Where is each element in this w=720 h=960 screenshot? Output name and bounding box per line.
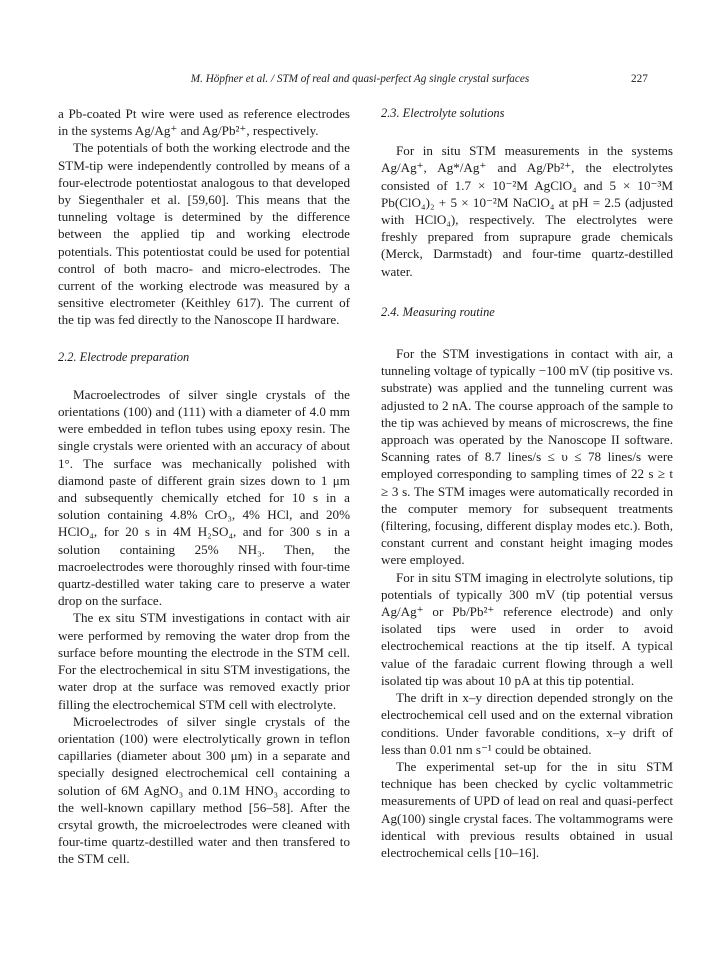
paragraph-ex-situ: The ex situ STM investigations in contact with air were performed by removing the water drop from the surface before mounting the electrode in the STM cell. For the electrochemical in situ STM investigations, the water drop at the surface was removed exactly prior filling the electrochemical STM cell with electrolyte.: [58, 610, 350, 712]
section-heading-electrolyte-solutions: 2.3. Electrolyte solutions: [381, 106, 505, 120]
right-column: [381, 105, 673, 861]
paragraph-drift: The drift in x–y direction depended strongly on the electrochemical cell used and on the external vibration conditions. Under favorable conditions, x–y drift of less than 0.01 nm s⁻¹ could be obtained.: [381, 690, 673, 757]
section-heading-electrode-preparation: 2.2. Electrode preparation: [58, 349, 190, 364]
running-head: [0, 73, 720, 91]
paragraph-air-stm: For the STM investigations in contact with air, a tunneling voltage of typically −100 mV (tip positive vs. substrate) was applied and the tunneling current was adjusted to 2 nA. The course approach of the sample to the tip was achieved by means of microscrews, the fine approach was operated by the Nanoscope II software. Scanning rates of 8.7 lines/s ≤ υ ≤ 78 lines/s were employed corresponding to sampling times of 22 s ≥ t ≥ 3 s. The STM images were automatically recorded in the computer memory for subsequent treatments (filtering, focusing, different display modes etc.). Both, constant current and constant height imaging modes were employed.: [381, 346, 673, 568]
paragraph-microelectrodes: Microelectrodes of silver single crystals of the orientation (100) were electrolytically grown in teflon capillaries (diameter about 300 μm) in a separate and specially designed electrochemical cell containing a solution of 6M AgNO₃ and 0.1M HNO₃ according to the well-known capillary method [56–58]. After the crsytal growth, the microelectrodes were cleaned with four-time quartz-destilled water and then transfered to the STM cell.: [58, 713, 350, 867]
running-head-title: M. Höpfner et al. / STM of real and quasi-perfect Ag single crystal surfaces: [190, 73, 530, 85]
paragraph-electrolytes: For in situ STM measurements in the systems Ag/Ag⁺, Ag*/Ag⁺ and Ag/Pb²⁺, the electrolytes consisted of 1.7 × 10⁻²M AgClO₄ and 5 × 10⁻³M Pb(ClO₄)₂ + 5 × 10⁻²M NaClO₄ at pH = 2.5 (adjusted with HClO₄), respectively. The electrolytes were freshly prepared from suprapure grade chemicals (Merck, Darmstadt) and four-time quartz-destilled water.: [381, 143, 673, 279]
page-number: 227: [631, 73, 648, 85]
paragraph-setup-check: The experimental set-up for the in situ STM technique has been checked by cyclic voltammetric measurements of UPD of lead on real and quasi-perfect Ag(100) single crystal faces. The voltammograms were identical with previous results obtained in usual electrochemical cells [10–16].: [381, 758, 673, 860]
paragraph-macroelectrodes: Macroelectrodes of silver single crystals of the orientations (100) and (111) with a diameter of 4.0 mm were embedded in teflon tubes using epoxy resin. The single crystals were oriented with an accuracy of about 1°. The surface was mechanically polished with diamond paste of different grain sizes down to 1 μm and subsequently chemically etched for 10 s in a solution containing 4.8% CrO₃, 4% HCl, and 20% HClO₄, for 20 s in 4M H₂SO₄, and for 300 s in a solution containing 25% NH₃. Then, the macroelectrodes were thoroughly rinsed with four-time quartz-destilled water taking care to preserve a water drop on the surface.: [58, 386, 350, 609]
paragraph-in-situ-imaging: For in situ STM imaging in electrolyte solutions, tip potentials of typically 300 mV (tip potential versus Ag/Ag⁺ or Pb/Pb²⁺ reference electrode) and only isolated tips were used in order to avoid electrochemical reactions at the tip itself. A typical value of the faradaic current flowing through a well isolated tip was about 10 pA at this tip potential.: [381, 569, 673, 688]
left-column: [58, 105, 350, 868]
section-heading-measuring-routine: 2.4. Measuring routine: [381, 304, 495, 319]
paragraph-reference-electrode: a Pb-coated Pt wire were used as reference electrodes in the systems Ag/Ag⁺ and Ag/Pb²⁺, respectively.: [58, 106, 350, 139]
paragraph-potentiostat: The potentials of both the working electrode and the STM-tip were independently controlled by means of a four-electrode potentiostat analogous to that developed by Siegenthaler et al. [59,60]. This means that the tunneling voltage is determined by the difference between the applied tip and working electrode potentials. This potentiostat could be used for potential control of both macro- and micro-electrodes. The current of the working electrode was measured by a sensitive electrometer (Keithley 617). The current of the tip was fed directly to the Nanoscope II hardware.: [58, 140, 350, 328]
